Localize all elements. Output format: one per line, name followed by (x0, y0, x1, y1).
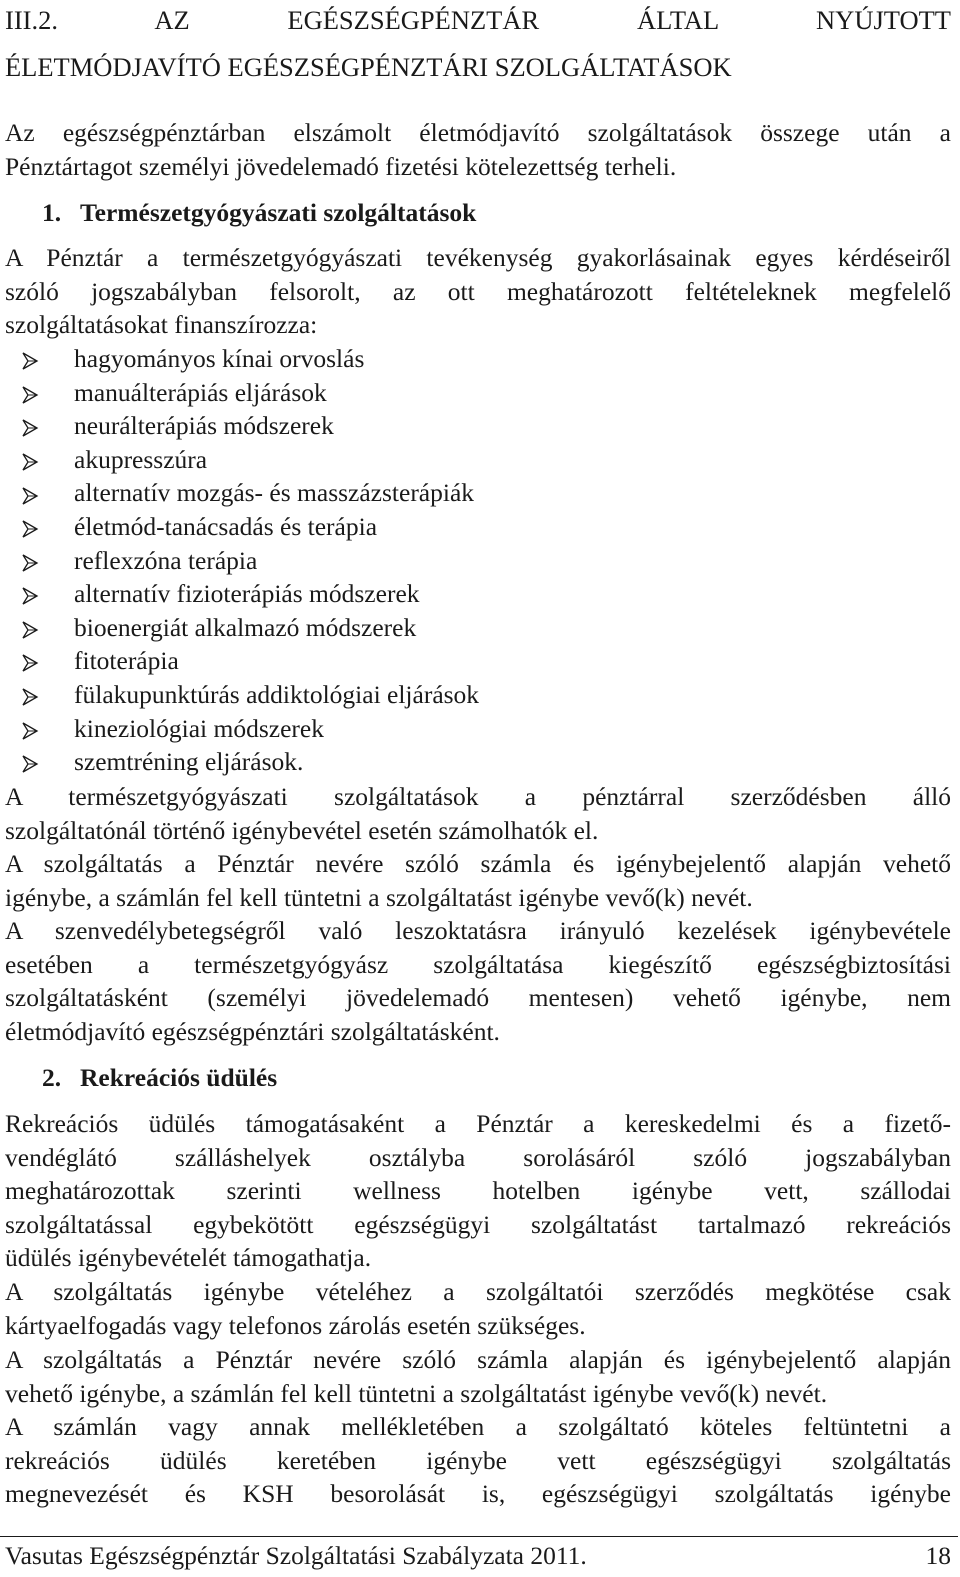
list-item-text: fülakupunktúrás addiktológiai eljárások (74, 679, 480, 709)
arrow-bullet-icon (20, 620, 44, 640)
arrow-bullet-icon (20, 586, 44, 606)
arrow-bullet-icon (20, 721, 44, 741)
arrow-bullet-icon (20, 519, 44, 539)
list-item-text: neurálterápiás módszerek (74, 411, 334, 441)
list-item (20, 644, 479, 678)
list-item (20, 376, 479, 410)
section2-paragraph-1: Rekreációs üdülés támogatásaként a Pénztár a kereskedelmi és a fizető- vendéglátó szálláshelyek osztályba sorolásáról szóló jogszabályban meghatározottak szerinti wellness hotelben igénybe vett, szállodai szolgáltatással egybekötött egészségügyi szolgáltatást tartalmazó rekreációs üdülés igénybevételét támogathatja. (5, 1109, 951, 1273)
title-line-1: III.2. AZ EGÉSZSÉGPÉNZTÁR ÁLTAL NYÚJTOTT (5, 5, 951, 35)
footer-document-title: Vasutas Egészségpénztár Szolgáltatási Szabályzata 2011. (5, 1541, 587, 1570)
therapy-list (20, 342, 479, 779)
list-item-text: kineziológiai módszerek (74, 713, 324, 743)
arrow-bullet-icon (20, 653, 44, 673)
page-footer (5, 1540, 951, 1572)
arrow-bullet-icon (20, 351, 44, 371)
list-item (20, 409, 479, 443)
list-item (20, 443, 479, 477)
list-item (20, 611, 479, 645)
arrow-bullet-icon (20, 754, 44, 774)
arrow-bullet-icon (20, 452, 44, 472)
list-item (20, 678, 479, 712)
page-number: 18 (925, 1541, 951, 1570)
list-item-text: manuálterápiás eljárások (74, 377, 327, 407)
arrow-bullet-icon (20, 553, 44, 573)
list-item-text: fitoterápia (74, 646, 179, 676)
section2-paragraph-4: A számlán vagy annak mellékletében a szolgáltató köteles feltüntetni a rekreációs üdülés keretében igénybe vett egészségügyi szolgáltatás megnevezését és KSH besorolását is, egészségügyi szolgáltatás igénybe (5, 1412, 951, 1509)
arrow-bullet-icon (20, 687, 44, 707)
list-item (20, 577, 479, 611)
list-item-text: reflexzóna terápia (74, 545, 258, 575)
section1-paragraph-3: A szolgáltatás a Pénztár nevére szóló számla és igénybejelentő alapján vehető igénybe, a számlán fel kell tüntetni a szolgáltatást igénybe vevő(k) nevét. (5, 849, 951, 912)
list-item-text: alternatív mozgás- és masszázsterápiák (74, 478, 475, 508)
section2-paragraph-3: A szolgáltatás a Pénztár nevére szóló számla alapján és igénybejelentő alapján vehető igénybe, a számlán fel kell tüntetni a szolgáltatást igénybe vevő(k) nevét. (5, 1345, 951, 1408)
title-line-2: ÉLETMÓDJAVÍTÓ EGÉSZSÉGPÉNZTÁRI SZOLGÁLTATÁSOK (5, 52, 732, 82)
list-item (20, 510, 479, 544)
section1-paragraph-4: A szenvedélybetegségről való leszoktatásra irányuló kezelések igénybevétele esetében a természetgyógyász szolgáltatása kiegészítő egészségbiztosítási szolgáltatásként (személyi jövedelemadó mentesen) vehető igénybe, nem életmódjavító egészségpénztári szolgáltatásként. (5, 916, 951, 1046)
section1-paragraph-2: A természetgyógyászati szolgáltatások a pénztárral szerződésben álló szolgáltatónál történő igénybevétel esetén számolhatók el. (5, 782, 951, 845)
page-title (5, 0, 951, 91)
section2-paragraph-2: A szolgáltatás igénybe vételéhez a szolgáltatói szerződés megkötése csak kártyaelfogadás vagy telefonos zárolás esetén szükséges. (5, 1277, 951, 1340)
arrow-bullet-icon (20, 385, 44, 405)
list-item-text: hagyományos kínai orvoslás (74, 344, 365, 373)
list-item (20, 745, 479, 779)
footer-divider (0, 1536, 958, 1537)
list-item-text: életmód-tanácsadás és terápia (74, 511, 378, 541)
list-item-text: bioenergiát alkalmazó módszerek (74, 612, 417, 642)
list-item-text: akupresszúra (74, 444, 208, 474)
list-item-text: szemtréning eljárások. (74, 747, 304, 777)
list-item (20, 342, 479, 376)
list-item (20, 712, 479, 746)
list-item (20, 476, 479, 510)
arrow-bullet-icon (20, 418, 44, 438)
arrow-bullet-icon (20, 486, 44, 506)
list-item (20, 544, 479, 578)
list-item-text: alternatív fizioterápiás módszerek (74, 579, 420, 609)
intro-paragraph: Az egészségpénztárban elszámolt életmódjavító szolgáltatások összege után a Pénztártagot személyi jövedelemadó fizetési kötelezettség terheli. (5, 118, 951, 181)
section-heading-2: 2. Rekreációs üdülés (42, 1063, 278, 1092)
section1-paragraph-1: A Pénztár a természetgyógyászati tevékenység gyakorlásainak egyes kérdéseiről szóló jogszabályban felsorolt, az ott meghatározott feltételeknek megfelelő szolgáltatásokat finanszírozza: (5, 243, 951, 340)
section-heading-1: 1. Természetgyógyászati szolgáltatások (42, 198, 477, 227)
